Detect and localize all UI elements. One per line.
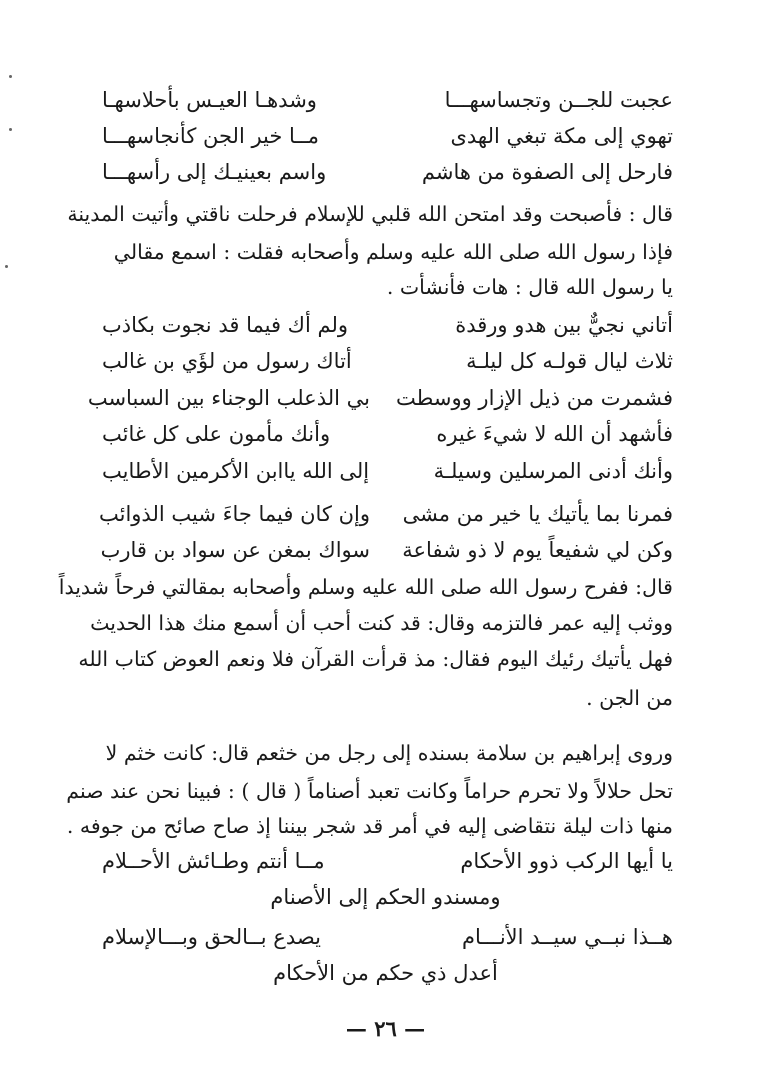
verse-second-hemistich: مــا خير الجن كأنجاسهـــا (102, 124, 319, 148)
verse-line (102, 85, 673, 115)
page-number: — ٢٦ — (345, 1016, 426, 1041)
verse-first-hemistich: فأشهد أن الله لا شيءَ غيره (436, 422, 673, 446)
verse-first-hemistich: فشمرت من ذيل الإزار ووسطت (396, 386, 673, 410)
prose-line: فإذا رسول الله صلى الله عليه وسلم وأصحابه فقلت : اسمع مقالي (113, 240, 673, 264)
verse-line (102, 419, 673, 449)
prose-line: من الجن . (586, 686, 673, 710)
scan-speck (9, 128, 12, 131)
verse-second-hemistich: واسم بعينيـك إلى رأسهـــا (102, 160, 327, 184)
verse-second-hemistich: سواك بمغن عن سواد بن قارب (100, 538, 370, 562)
verse-second-hemistich: وأنك مأمون على كل غائب (102, 422, 331, 446)
verse-first-hemistich: فمرنا بما يأتيك يا خير من مشى (402, 502, 673, 526)
verse-second-hemistich: وإن كان فيما جاءَ شيب الذوائب (98, 502, 370, 526)
prose-line: يا رسول الله قال : هات فأنشأت . (386, 275, 673, 299)
prose-line: وروى إبراهيم بن سلامة بسنده إلى رجل من خثعم قال: كانت خثم لا (105, 741, 673, 765)
prose-line: تحل حلالاً ولا تحرم حراماً وكانت تعبد أصناماً ( قال ) : فبينا نحن عند صنم (66, 779, 673, 803)
verse-first-hemistich: وأنك أدنى المرسلين وسيلـة (433, 459, 673, 483)
verse-first-hemistich: أتاني نجيٌّ بين هدو ورقدة (455, 313, 673, 337)
verse-line (87, 383, 673, 413)
verse-line (102, 157, 673, 187)
verse-first-hemistich: عجبت للجــن وتجساسهـــا (444, 88, 673, 112)
verse-first-hemistich: هــذا نبــي سيــد الأنـــام (461, 925, 673, 949)
verse-second-hemistich: ولم أك فيما قد نجوت بكاذب (102, 313, 348, 337)
prose-line: ووثب إليه عمر فالتزمه وقال: قد كنت أحب أن أسمع منك هذا الحديث (90, 611, 673, 635)
scan-speck (5, 265, 8, 268)
verse-line (102, 310, 673, 340)
verse-first-hemistich: يا أيها الركب ذوو الأحكام (460, 849, 673, 873)
verse-line (102, 456, 673, 486)
verse-second-hemistich: مــا أنتم وطـائش الأحــلام (102, 849, 325, 873)
verse-line (102, 535, 673, 565)
scan-speck (9, 75, 12, 78)
verse-second-hemistich: بي الذعلب الوجناء بين السباسب (87, 386, 370, 410)
verse-first-hemistich: وكن لي شفيعاً يوم لا ذو شفاعة (402, 538, 673, 562)
verse-second-hemistich: إلى الله ياابن الأكرمين الأطايب (102, 459, 370, 483)
prose-line: فهل يأتيك رئيك اليوم فقال: مذ قرأت القرآن فلا ونعم العوض كتاب الله (78, 647, 673, 671)
verse-line (102, 922, 673, 952)
verse-line (102, 846, 673, 876)
prose-line: قال : فأصبحت وقد امتحن الله قلبي للإسلام فرحلت ناقتي وأتيت المدينة (67, 202, 673, 226)
prose-line: قال: ففرح رسول الله صلى الله عليه وسلم وأصحابه بمقالتي فرحاً شديداً (58, 575, 673, 599)
verse-second-hemistich: أتاك رسول من لؤَي بن غالب (102, 349, 352, 373)
verse-second-hemistich: يصدع بــالحق وبـــالإسلام (102, 925, 321, 949)
verse-second-hemistich: وشدهـا العيـس بأحلاسهـا (102, 88, 317, 112)
verse-first-hemistich: فارحل إلى الصفوة من هاشم (421, 160, 673, 184)
verse-tail-line: أعدل ذي حكم من الأحكام (273, 961, 498, 985)
verse-line (98, 499, 673, 529)
verse-first-hemistich: ثلاث ليال قولـه كل ليلـة (466, 349, 673, 373)
verse-line (102, 346, 673, 376)
prose-line: منها ذات ليلة نتقاضى إليه في أمر قد شجر بيننا إذ صاح صائح من جوفه . (66, 814, 673, 838)
verse-first-hemistich: تهوي إلى مكة تبغي الهدى (450, 124, 673, 148)
verse-line (102, 121, 673, 151)
verse-tail-line: ومسندو الحكم إلى الأصنام (270, 885, 501, 909)
